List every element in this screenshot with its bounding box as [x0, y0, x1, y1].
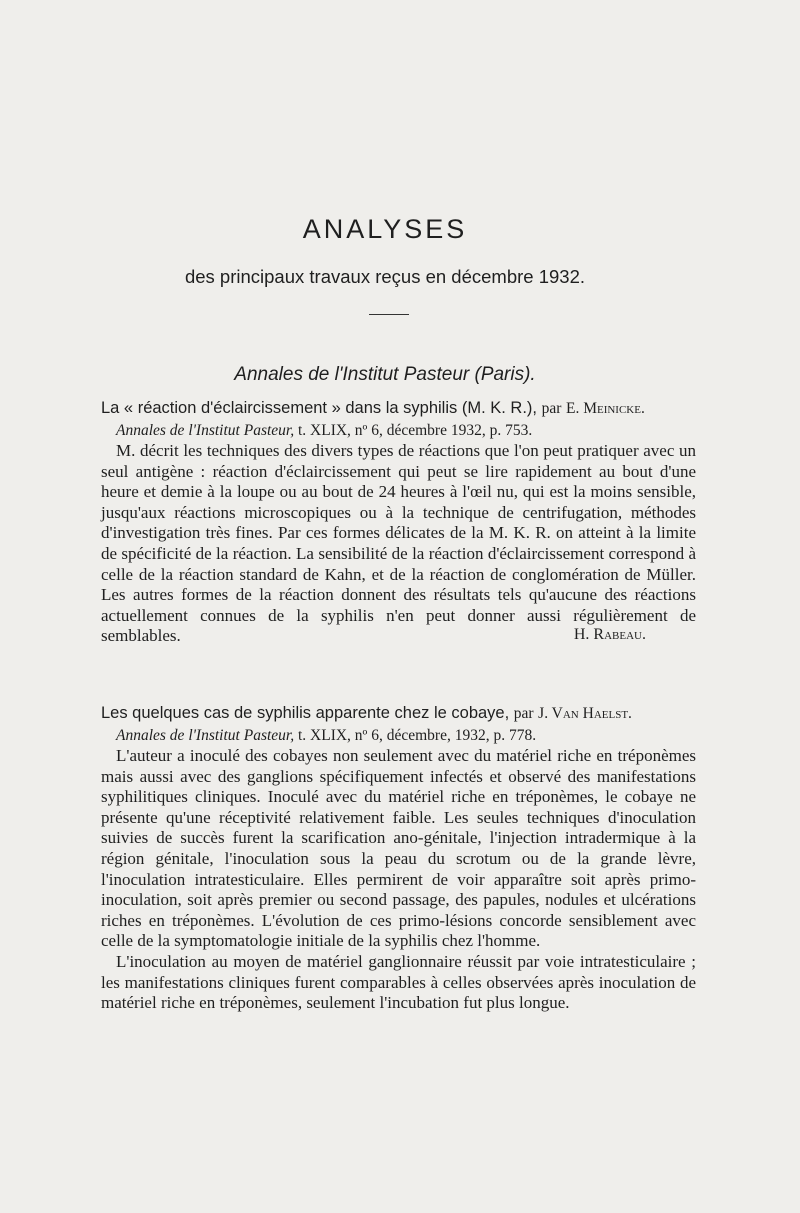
article-paragraph: L'auteur a inoculé des cobayes non seulement avec du matériel riche en tréponèmes mais aussi avec des ganglions spécifiquement infectés et observé des manifestations syphilitiques cliniques. Inoculé avec du matériel riche en tréponèmes, le cobaye ne présente qu'une réceptivité relativement faible. Les seules techniques d'inoculation suivies de succès furent la scarification ano-génitale, l'injection intradermique à la région génitale, l'inoculation sous la peau du scrotum ou de la grande lèvre, l'inoculation intratesticulaire. Elles permirent de voir apparaître soit après primo-inoculation, soit après premier ou second passage, des papules, nodules et ulcérations riches en tréponèmes. L'évolution de ces primo-lésions concorde sensiblement avec celle de la symptomatologie initiale de la syphilis chez l'homme.	[101, 746, 696, 951]
journal-heading: Annales de l'Institut Pasteur (Paris).	[234, 364, 536, 385]
title-divider	[369, 314, 409, 315]
article	[101, 702, 696, 1014]
article-citation	[101, 420, 696, 441]
article-author: J. Van Haelst.	[538, 705, 632, 722]
article-paragraph: M. décrit les techniques des divers types de réactions que l'on peut pratiquer avec un seul antigène : réaction d'éclaircissement qui peut se lire rapidement au bout d'une heure et demie à la loupe ou au bout de 24 heures à l'œil nu, qui est la moins sensible, jusqu'aux réactions microscopiques ou à la technique de centrifugation, méthodes d'investigation très fines. Par ces formes délicates de la M. K. R. on atteint à la limite de spécificité de la réaction. La sensibilité de la réaction d'éclaircissement correspond à celle de la réaction standard de Kahn, et de la réaction de conglomération de Müller. Les autres formes de la réaction donnent des résultats tels qu'aucune des réactions actuellement connues de la syphilis n'en peut donner aussi régulièrement de semblables.	[101, 441, 696, 646]
article-signature: H. Rabeau.	[573, 626, 646, 644]
article-title: La « réaction d'éclaircissement » dans la syphilis (M. K. R.),	[101, 399, 537, 417]
author-prefix: par	[513, 705, 534, 722]
article-title: Les quelques cas de syphilis apparente chez le cobaye,	[101, 704, 510, 722]
article	[101, 397, 696, 644]
article-heading	[101, 702, 696, 725]
article-author: E. Meinicke.	[565, 400, 645, 417]
article-heading	[101, 397, 696, 420]
article-citation	[101, 725, 696, 746]
citation-journal: Annales de l'Institut Pasteur,	[116, 422, 295, 439]
citation-journal: Annales de l'Institut Pasteur,	[116, 727, 295, 744]
page-subtitle: des principaux travaux reçus en décembre 1932.	[184, 266, 586, 287]
author-prefix: par	[541, 400, 562, 417]
citation-details: t. XLIX, nº 6, décembre, 1932, p. 778.	[297, 727, 537, 744]
citation-details: t. XLIX, nº 6, décembre 1932, p. 753.	[297, 422, 533, 439]
page-title: ANALYSES	[302, 214, 468, 244]
article-paragraph: L'inoculation au moyen de matériel ganglionnaire réussit par voie intratesticulaire ; les manifestations cliniques furent comparables à celles observées après inoculation de matériel riche en tréponèmes, seulement l'incubation fut plus longue.	[101, 951, 696, 1013]
